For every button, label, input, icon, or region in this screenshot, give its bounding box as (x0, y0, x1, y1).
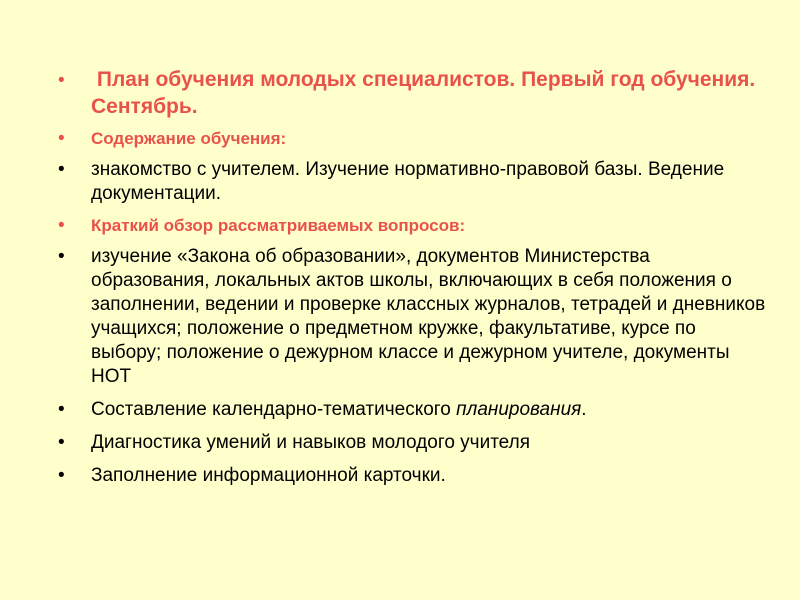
bullet-subheading-overview (58, 215, 770, 237)
bullet-text: знакомство с учителем. Изучение нормативно-правовой базы. Ведение документации. (91, 159, 725, 204)
bullet-icon: • (58, 399, 65, 420)
bullet-icon: • (58, 128, 65, 149)
bullet-icon: • (58, 70, 65, 91)
bullet-icon: • (58, 159, 65, 180)
bullet-tail: . (581, 399, 587, 420)
bullet-emphasis: планирования (456, 399, 582, 420)
bullet-icon: • (58, 432, 65, 453)
bullet-text: изучение «Закона об образовании», документов Министерства образования, локальных актов школы, включающих в себя положения о заполнении, ведении и проверке классных журналов, тетрадей и дневников учащихся; положение о предметном кружке, факультативе, курсе по выбору; положение о дежурном классе и дежурном учителе, документы НОТ (91, 246, 766, 387)
bullet-item-acquaintance (58, 158, 770, 206)
subheading-text: Краткий обзор рассматриваемых вопросов: (91, 216, 466, 235)
bullet-heading-plan (58, 66, 770, 120)
bullet-text: Составление календарно-тематического (91, 399, 457, 420)
bullet-icon: • (58, 465, 65, 486)
bullet-item-law-study (58, 245, 770, 389)
bullet-text: Заполнение информационной карточки. (91, 465, 446, 486)
bullet-list (58, 66, 770, 497)
bullet-item-planning (58, 398, 770, 422)
bullet-subheading-content (58, 128, 770, 150)
bullet-item-info-card (58, 464, 770, 488)
bullet-icon: • (58, 215, 65, 236)
heading-text: План обучения молодых специалистов. Первый год обучения. Сентябрь. (91, 68, 756, 118)
bullet-item-diagnostics (58, 431, 770, 455)
bullet-icon: • (58, 246, 65, 267)
bullet-text: Диагностика умений и навыков молодого учителя (91, 432, 530, 453)
subheading-text: Содержание обучения: (91, 129, 287, 148)
